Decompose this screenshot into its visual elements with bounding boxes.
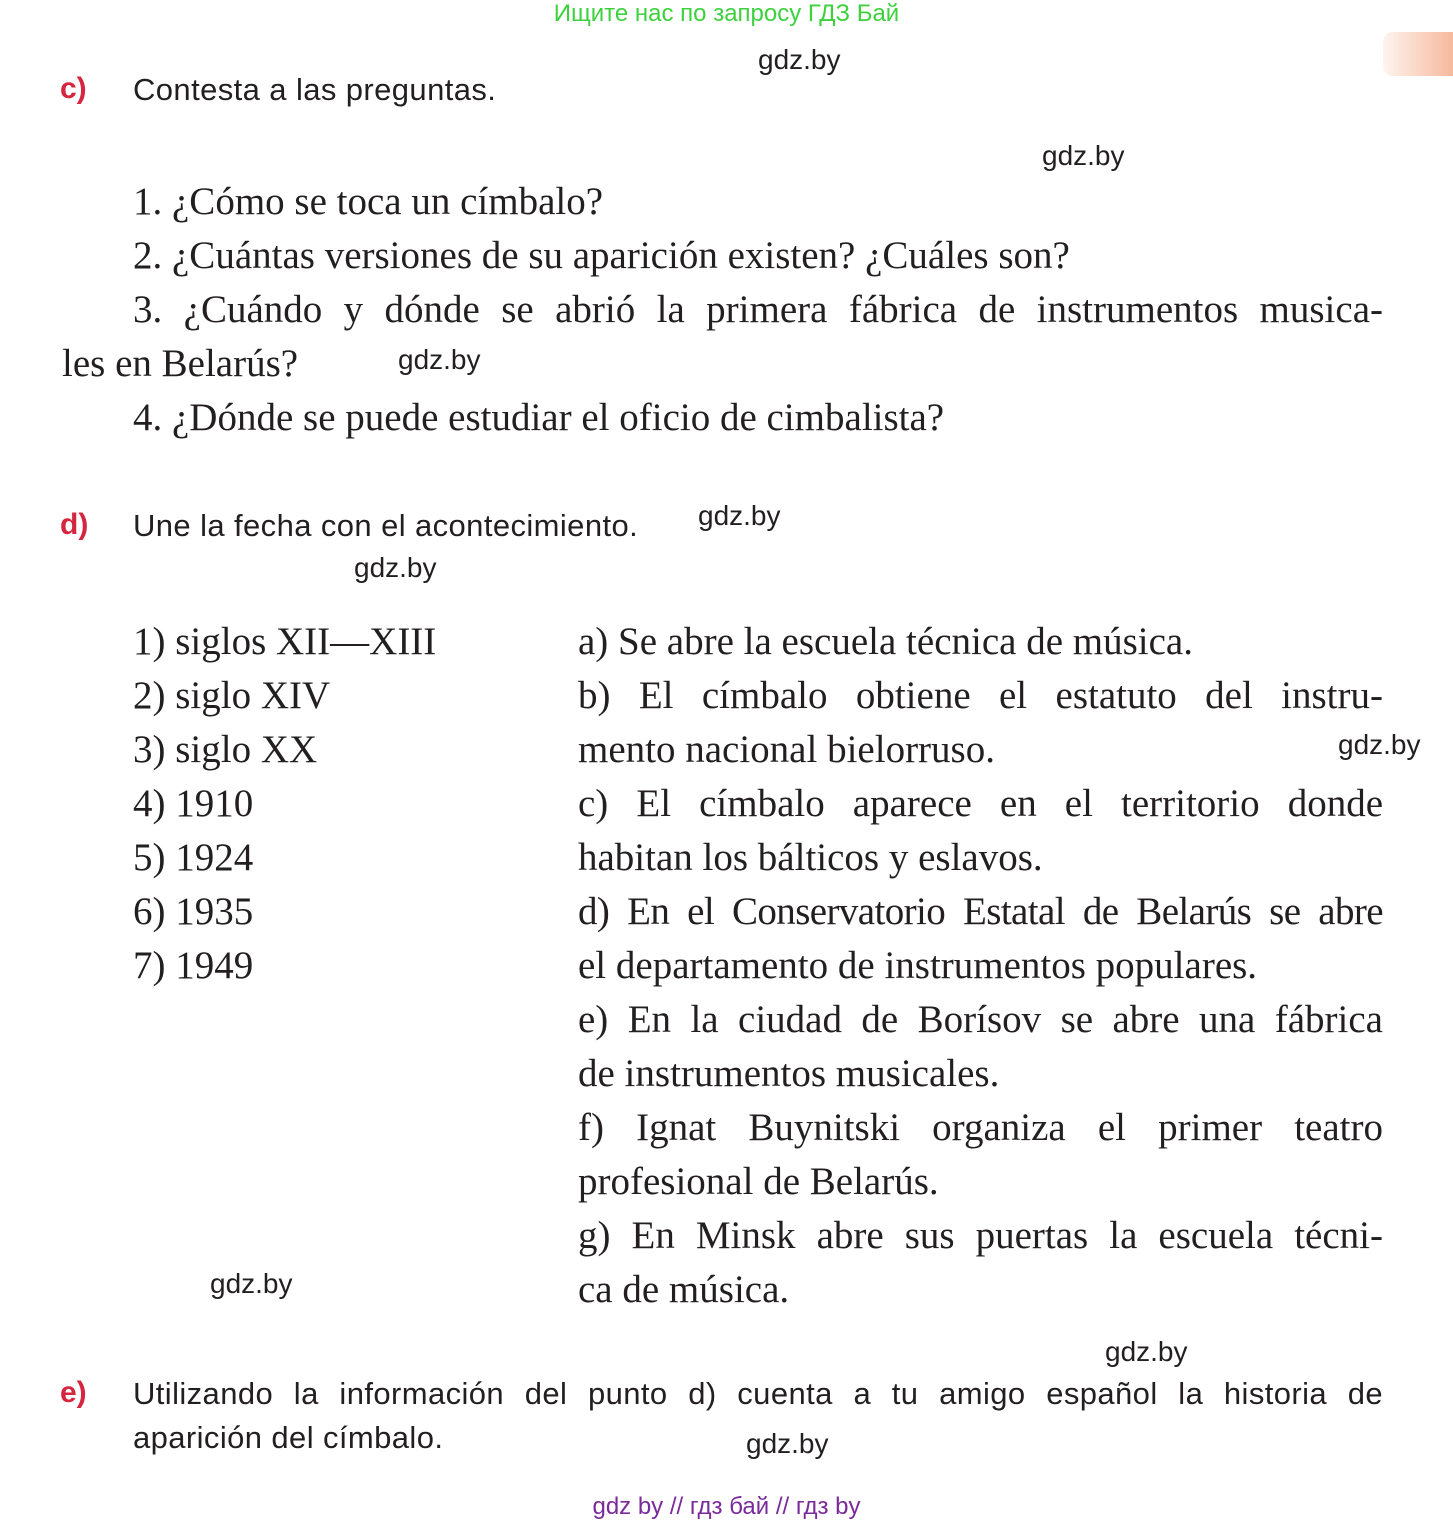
- event-g-continuation: ca de música.: [578, 1268, 790, 1311]
- page-corner-tab: [1383, 32, 1453, 76]
- watermark: gdz.by: [698, 500, 781, 531]
- section-e-letter: e): [60, 1376, 87, 1409]
- watermark: gdz.by: [210, 1268, 293, 1299]
- date-item: 7) 1949: [133, 944, 254, 987]
- watermark: gdz.by: [758, 44, 841, 75]
- section-d-letter: d): [60, 508, 89, 541]
- question-2: 2. ¿Cuántas versiones de su aparición existen? ¿Cuáles son?: [133, 234, 1070, 277]
- date-item: 2) siglo XIV: [133, 674, 331, 717]
- event-d-continuation: el departamento de instrumentos populares.: [578, 944, 1258, 987]
- event-g: g) En Minsk abre sus puertas la escuela técni-: [578, 1214, 1383, 1257]
- date-item: 3) siglo XX: [133, 728, 318, 771]
- event-f: f) Ignat Buynitski organiza el primer teatro: [578, 1106, 1383, 1149]
- question-4: 4. ¿Dónde se puede estudiar el oficio de cimbalista?: [133, 396, 945, 439]
- section-e-instruction-continuation: aparición del címbalo.: [133, 1420, 444, 1455]
- event-c-continuation: habitan los bálticos y eslavos.: [578, 836, 1043, 879]
- event-b-continuation: mento nacional bielorruso.: [578, 728, 995, 771]
- watermark: gdz.by: [1042, 140, 1125, 171]
- watermark: gdz.by: [1105, 1336, 1188, 1367]
- date-item: 5) 1924: [133, 836, 254, 879]
- section-c-instruction: Contesta a las preguntas.: [133, 72, 497, 107]
- question-1: 1. ¿Cómo se toca un címbalo?: [133, 180, 604, 223]
- watermark: gdz.by: [354, 552, 437, 583]
- question-3-continuation: les en Belarús?: [62, 342, 299, 385]
- watermark: gdz.by: [1338, 729, 1421, 760]
- section-e-instruction: Utilizando la información del punto d) cuenta a tu amigo español la historia de: [133, 1376, 1383, 1411]
- date-item: 6) 1935: [133, 890, 254, 933]
- date-item: 1) siglos XII—XIII: [133, 620, 437, 663]
- event-a: a) Se abre la escuela técnica de música.: [578, 620, 1193, 663]
- event-b: b) El címbalo obtiene el estatuto del instru-: [578, 674, 1383, 717]
- event-e: e) En la ciudad de Borísov se abre una fábrica: [578, 998, 1383, 1041]
- watermark: gdz.by: [398, 344, 481, 375]
- footer-links[interactable]: gdz by // гдз бай // гдз by: [592, 1493, 861, 1520]
- event-c: c) El címbalo aparece en el territorio donde: [578, 782, 1383, 825]
- event-e-continuation: de instrumentos musicales.: [578, 1052, 1000, 1095]
- section-c-letter: c): [60, 72, 87, 105]
- section-d-instruction: Une la fecha con el acontecimiento.: [133, 508, 639, 543]
- date-item: 4) 1910: [133, 782, 254, 825]
- event-f-continuation: profesional de Belarús.: [578, 1160, 939, 1203]
- watermark: gdz.by: [746, 1428, 829, 1459]
- question-3: 3. ¿Cuándo y dónde se abrió la primera fábrica de instrumentos musica-: [133, 288, 1383, 331]
- top-banner[interactable]: Ищите нас по запросу ГДЗ Бай: [553, 0, 900, 27]
- event-d: d) En el Conservatorio Estatal de Belarús se abre: [578, 890, 1383, 933]
